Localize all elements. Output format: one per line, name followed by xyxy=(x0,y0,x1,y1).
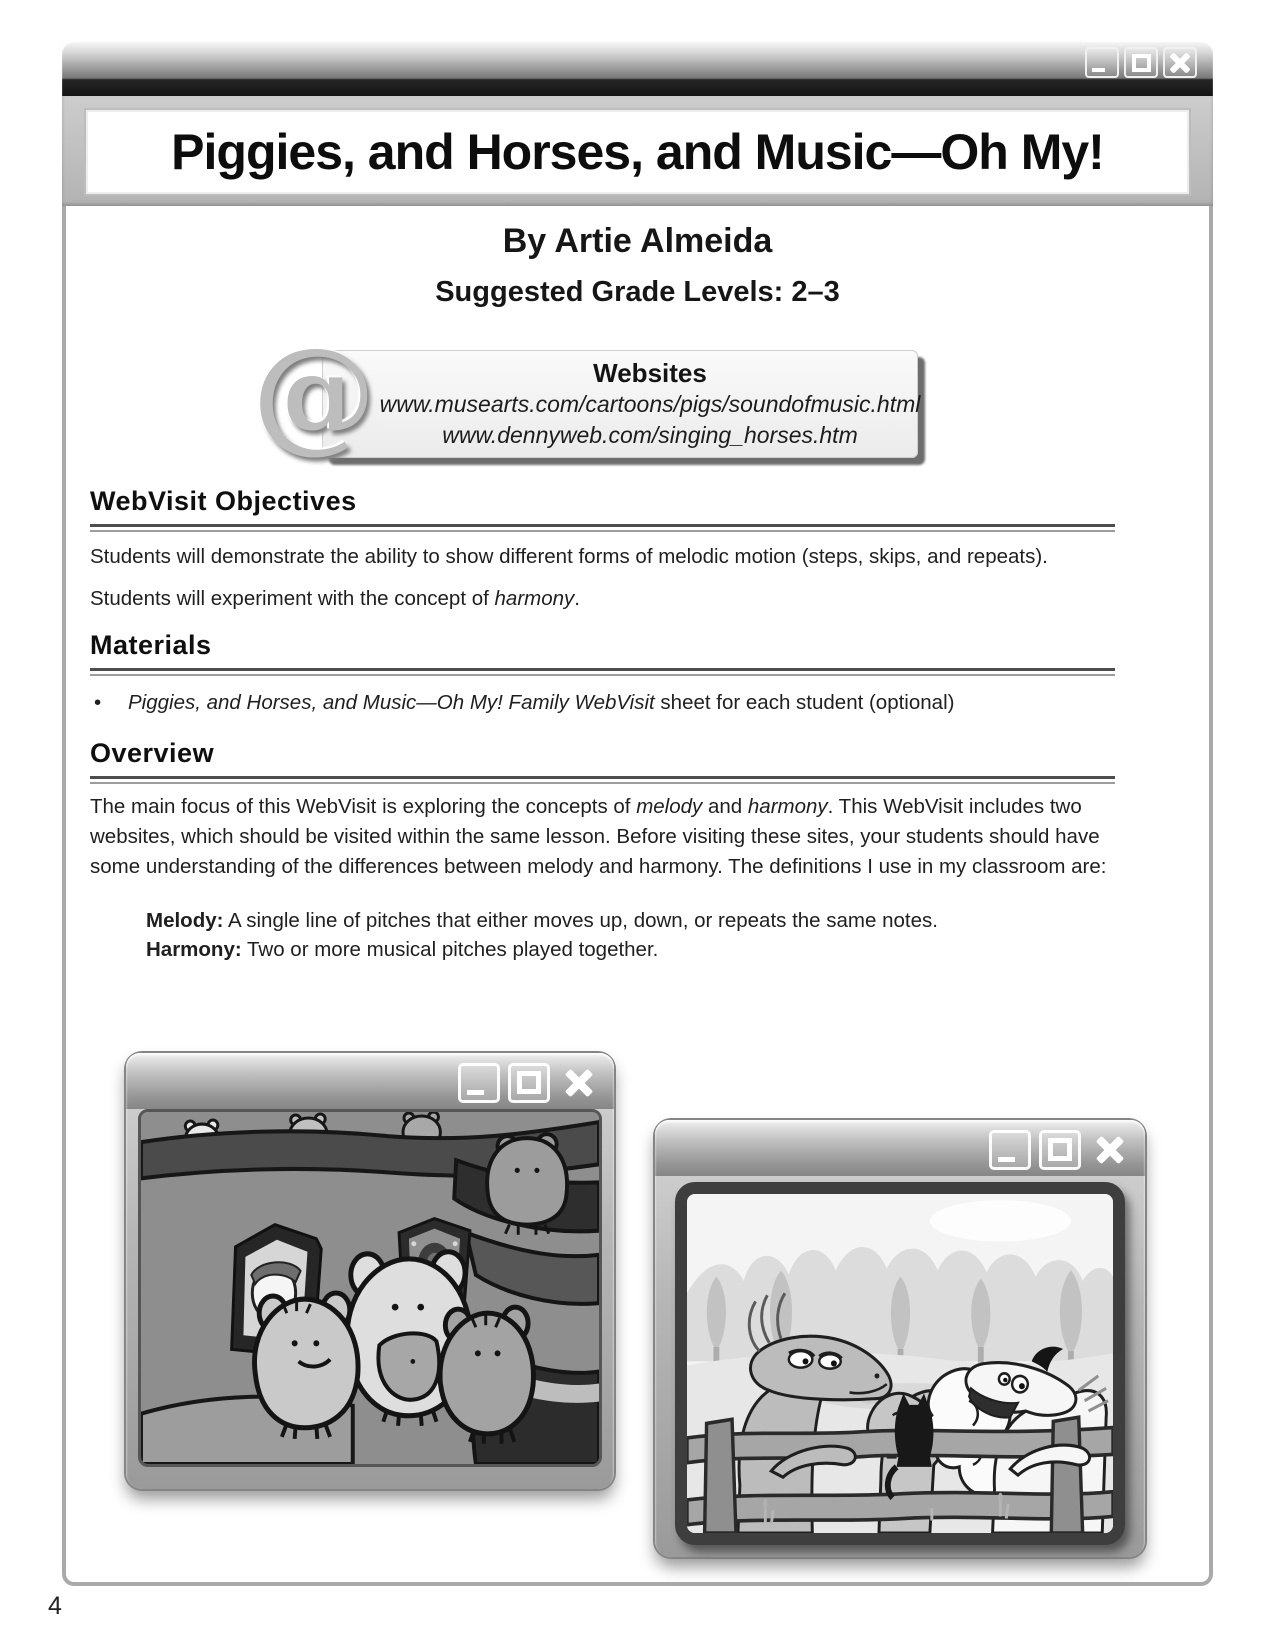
horses-cartoon-window xyxy=(655,1120,1145,1557)
fence-bottom-rail xyxy=(687,1492,1113,1525)
definition-harmony xyxy=(146,935,1126,964)
close-button[interactable] xyxy=(558,1063,600,1103)
front-pig-left xyxy=(254,1293,358,1428)
objectives-p2-text: Students will experiment with the concept of xyxy=(90,587,495,610)
maximize-icon xyxy=(1132,54,1151,72)
materials-item-title: Piggies, and Horses, and Music—Oh My! Family WebVisit xyxy=(128,691,655,714)
close-icon xyxy=(1092,1133,1128,1167)
horses-window-titlebar xyxy=(655,1120,1145,1176)
definition-melody-term: Melody: xyxy=(146,909,224,932)
minimize-icon xyxy=(1092,68,1105,72)
objectives-rule xyxy=(90,524,1115,532)
definition-melody-text: A single line of pitches that either moves up, down, or repeats the same notes. xyxy=(223,909,938,932)
definition-harmony-text: Two or more musical pitches played together. xyxy=(241,938,659,961)
minimize-icon xyxy=(467,1090,484,1095)
close-icon xyxy=(561,1066,597,1100)
maximize-button[interactable] xyxy=(1124,47,1158,78)
pigs-cartoon-image xyxy=(141,1112,599,1464)
minimize-button[interactable] xyxy=(1085,47,1119,78)
definition-melody xyxy=(146,906,1126,935)
maximize-button[interactable] xyxy=(508,1063,550,1103)
website-url-pigs: www.musearts.com/cartoons/pigs/soundofmusic.html xyxy=(379,390,921,417)
materials-heading: Materials xyxy=(90,630,212,660)
overview-harmony-italic: harmony xyxy=(747,795,828,818)
main-window xyxy=(62,40,1213,1586)
website-url-horses: www.dennyweb.com/singing_horses.htm xyxy=(442,421,858,448)
pigs-cartoon-window xyxy=(126,1053,614,1489)
audience-pig-4 xyxy=(487,1134,567,1225)
overview-paragraph xyxy=(90,792,1140,882)
materials-rule xyxy=(90,668,1115,676)
horses-window-controls xyxy=(989,1130,1131,1170)
maximize-icon xyxy=(1048,1138,1072,1161)
maximize-icon xyxy=(517,1071,541,1094)
main-window-titlebar xyxy=(62,40,1213,96)
overview-melody-italic: melody xyxy=(636,795,703,818)
overview-rule xyxy=(90,776,1115,784)
front-pig-right xyxy=(440,1307,533,1434)
overview-p1-a: The main focus of this WebVisit is exploring the concepts of xyxy=(90,795,637,818)
page-title: Piggies, and Horses, and Music—Oh My! xyxy=(171,124,1104,180)
websites-panel xyxy=(322,350,921,458)
close-button[interactable] xyxy=(1089,1130,1131,1170)
objectives-paragraph-2 xyxy=(90,584,1140,614)
pigs-cartoon-frame xyxy=(138,1109,602,1467)
close-icon xyxy=(1165,49,1195,76)
objectives-heading: WebVisit Objectives xyxy=(90,486,357,516)
materials-item-text: sheet for each student (optional) xyxy=(654,691,955,714)
horses-cartoon-frame xyxy=(675,1182,1125,1545)
overview-p1-and: and xyxy=(702,795,748,818)
objectives-p2-italic: harmony xyxy=(494,587,575,610)
pigs-window-controls xyxy=(458,1063,600,1103)
close-button[interactable] xyxy=(1163,47,1197,78)
title-banner xyxy=(84,108,1191,196)
grade-levels: Suggested Grade Levels: 2–3 xyxy=(435,276,840,308)
minimize-icon xyxy=(998,1157,1015,1162)
minimize-button[interactable] xyxy=(458,1063,500,1103)
title-band xyxy=(62,96,1213,206)
definition-harmony-term: Harmony: xyxy=(146,938,242,961)
materials-item xyxy=(94,688,1134,718)
websites-heading: Websites xyxy=(593,357,707,388)
overview-heading: Overview xyxy=(90,738,215,768)
main-content xyxy=(62,206,1213,1586)
objectives-p2-end: . xyxy=(574,587,580,610)
pigs-window-titlebar xyxy=(126,1053,614,1109)
byline: By Artie Almeida xyxy=(502,222,773,260)
page-number: 4 xyxy=(48,1592,62,1620)
at-icon: @ xyxy=(252,321,376,466)
window-controls xyxy=(1085,47,1197,78)
maximize-button[interactable] xyxy=(1039,1130,1081,1170)
horses-cartoon-image xyxy=(687,1194,1113,1533)
bullet-icon: • xyxy=(94,691,102,714)
objectives-paragraph-1: Students will demonstrate the ability to show different forms of melodic motion (steps, skips, and repeats). xyxy=(90,545,1048,568)
fence-post-right xyxy=(1051,1417,1082,1533)
minimize-button[interactable] xyxy=(989,1130,1031,1170)
websites-box xyxy=(252,321,921,466)
fence-post-left xyxy=(705,1419,736,1533)
overview-p1-b: . This WebVisit includes two websites, which should be visited within the same lesson. Before visiting these sites, your students should have some understanding of the differences between melody and harmony. The definitions I use in my classroom are: xyxy=(90,795,1107,878)
